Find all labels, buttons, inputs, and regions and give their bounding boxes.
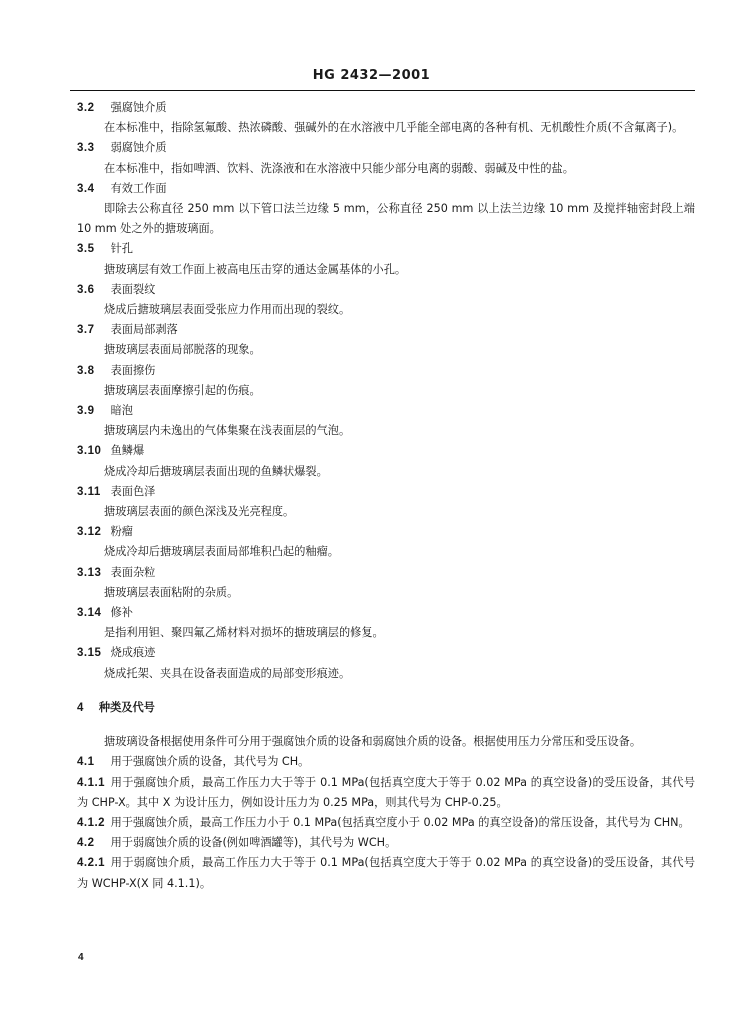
section-text: 烧成冷却后搪玻璃层表面局部堆积凸起的釉瘤。	[104, 545, 339, 559]
clause-number: 4.1.1	[77, 776, 106, 789]
header-rule	[70, 90, 695, 91]
section-title: 针孔	[110, 242, 133, 256]
section-number: 3.5	[77, 243, 95, 256]
section-title: 修补	[110, 606, 133, 620]
section-heading	[77, 361, 695, 381]
clause-item	[77, 752, 695, 772]
section-title: 鱼鳞爆	[110, 444, 145, 458]
section-title: 强腐蚀介质	[110, 101, 167, 114]
clause-number: 4.1.2	[77, 816, 106, 829]
standard-number-header: HG 2432—2001	[312, 68, 431, 83]
section-number: 3.7	[77, 324, 95, 337]
chapter-title: 种类及代号	[98, 700, 155, 714]
section-heading	[77, 441, 695, 461]
section-title: 表面局部剥落	[110, 323, 178, 337]
section-heading	[77, 280, 695, 300]
section-text: 是指利用钽、聚四氟乙烯材料对损坏的搪玻璃层的修复。	[104, 626, 384, 640]
section-number: 3.8	[77, 364, 95, 377]
clause-text: 用于强腐蚀介质，最高工作压力大于等于 0.1 MPa(包括真空度大于等于 0.02 MPa 的真空设备)的受压设备，其代号为 CHP-X。其中 X 为设计压力，例如设计压力为 0.25 MPa，则其代号为 CHP-0.25。	[77, 775, 696, 809]
section-number: 3.10	[77, 445, 102, 458]
section-text: 烧成托架、夹具在设备表面造成的局部变形痕迹。	[104, 666, 351, 680]
chapter-number: 4	[77, 701, 84, 714]
section-text: 搪玻璃层有效工作面上被高电压击穿的通达金属基体的小孔。	[104, 262, 407, 276]
section-title: 表面擦伤	[110, 363, 156, 377]
section-number: 3.14	[77, 607, 102, 620]
document-body	[77, 98, 695, 894]
clause-text: 用于弱腐蚀介质的设备(例如啤酒罐等)，其代号为 WCH。	[110, 836, 397, 850]
section-heading	[77, 563, 695, 583]
section-number: 3.9	[77, 405, 95, 418]
clause-item	[77, 833, 695, 853]
section-text: 在本标准中，指除氢氟酸、热浓磷酸、强碱外的在水溶液中几乎能全部电离的各种有机、无机酸性介质(不含氟离子)。	[104, 121, 684, 135]
section-title: 有效工作面	[110, 181, 167, 195]
section-title: 表面杂粒	[110, 565, 156, 579]
clause-item	[77, 773, 695, 813]
section-number: 3.13	[77, 566, 102, 579]
section-title: 表面裂纹	[110, 282, 156, 296]
section-number: 3.2	[77, 102, 95, 114]
clause-number: 4.1	[77, 756, 95, 769]
section-title: 表面色泽	[110, 484, 156, 498]
section-heading	[77, 603, 695, 623]
clause-text: 用于强腐蚀介质，最高工作压力小于 0.1 MPa(包括真空度小于 0.02 MPa 的真空设备)的常压设备，其代号为 CHN。	[110, 815, 690, 829]
section-title: 弱腐蚀介质	[110, 141, 167, 155]
section-title: 烧成痕迹	[110, 646, 156, 660]
clause-item	[77, 853, 695, 893]
clause-item	[77, 813, 695, 833]
section-number: 3.15	[77, 647, 102, 660]
chapter-heading	[77, 698, 695, 718]
section-heading	[77, 320, 695, 340]
section-heading	[77, 522, 695, 542]
section-title: 粉瘤	[110, 525, 133, 539]
section-title: 暗泡	[110, 404, 133, 418]
section-heading	[77, 401, 695, 421]
section-text: 搪玻璃层表面的颜色深浅及光亮程度。	[104, 505, 295, 519]
clause-text: 用于弱腐蚀介质，最高工作压力大于等于 0.1 MPa(包括真空度大于等于 0.02 MPa 的真空设备)的受压设备，其代号为 WCHP-X(X 同 4.1.1)。	[77, 856, 696, 890]
clause-number: 4.2.1	[77, 857, 106, 870]
section-text: 搪玻璃层表面局部脱落的现象。	[104, 343, 261, 357]
section-text: 搪玻璃层内未逸出的气体集聚在浅表面层的气泡。	[104, 424, 351, 438]
section-text: 烧成后搪玻璃层表面受张应力作用而出现的裂纹。	[104, 303, 351, 317]
section-heading	[77, 239, 695, 259]
section-text: 在本标准中，指如啤酒、饮料、洗涤液和在水溶液中只能少部分电离的弱酸、弱碱及中性的盐。	[104, 161, 574, 175]
chapter-intro: 搪玻璃设备根据使用条件可分用于强腐蚀介质的设备和弱腐蚀介质的设备。根据使用压力分常压和受压设备。	[104, 735, 642, 749]
clause-text: 用于强腐蚀介质的设备，其代号为 CH。	[110, 755, 310, 769]
clause-number: 4.2	[77, 837, 95, 850]
section-number: 3.12	[77, 526, 102, 539]
section-text: 即除去公称直径 250 mm 以下管口法兰边缘 5 mm，公称直径 250 mm 以上法兰边缘 10 mm 及搅拌轴密封段上端 10 mm 处之外的搪玻璃面。	[77, 202, 695, 236]
section-text: 搪玻璃层表面摩擦引起的伤痕。	[104, 383, 261, 397]
section-heading	[77, 643, 695, 663]
section-number: 3.6	[77, 283, 95, 296]
section-number: 3.11	[77, 485, 101, 498]
section-heading	[77, 482, 695, 502]
section-number: 3.4	[77, 182, 95, 195]
section-number: 3.3	[77, 142, 95, 155]
section-heading	[77, 138, 695, 158]
page-number: 4	[78, 952, 84, 963]
section-text: 搪玻璃层表面粘附的杂质。	[104, 585, 239, 599]
section-heading	[77, 179, 695, 199]
section-text: 烧成冷却后搪玻璃层表面出现的鱼鳞状爆裂。	[104, 464, 328, 478]
section-heading	[77, 98, 695, 118]
